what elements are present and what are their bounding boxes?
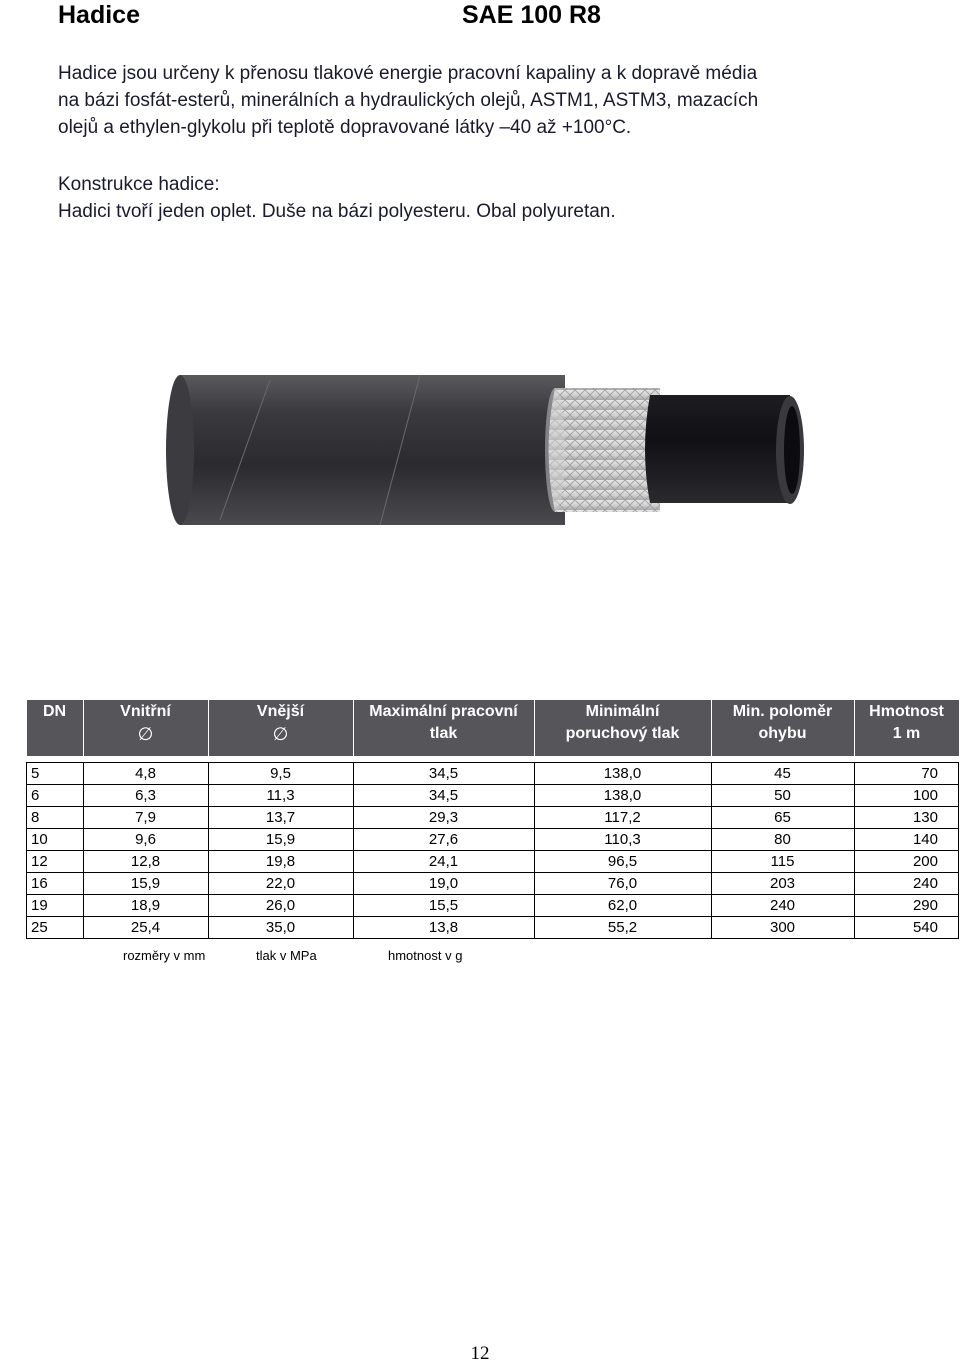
- table-header-row: [27, 700, 959, 756]
- cell-outer: 35,0: [208, 917, 353, 939]
- cell-inner: 18,9: [83, 895, 208, 917]
- cell-weight: 540: [854, 917, 959, 939]
- construction-heading: Konstrukce hadice:: [58, 174, 220, 195]
- cell-bend-radius: 50: [711, 785, 854, 807]
- page-number: 12: [470, 1343, 490, 1364]
- cell-dn: 8: [27, 807, 84, 829]
- table-row: [27, 785, 959, 807]
- intro-line: olejů a ethylen-glykolu při teplotě dopravované látky –40 až +100°C.: [58, 117, 632, 138]
- col-header-outer-diameter: Vnější ∅: [208, 700, 353, 756]
- table-row: [27, 829, 959, 851]
- table-row: [27, 873, 959, 895]
- cell-outer: 9,5: [208, 763, 353, 785]
- cell-weight: 70: [854, 763, 959, 785]
- cell-bend-radius: 115: [711, 851, 854, 873]
- cell-outer: 15,9: [208, 829, 353, 851]
- cell-bend-radius: 65: [711, 807, 854, 829]
- cell-burst-pressure: 96,5: [534, 851, 711, 873]
- col-header-max-working-pressure: Maximální pracovní tlak: [353, 700, 534, 756]
- cell-burst-pressure: 55,2: [534, 917, 711, 939]
- cell-weight: 200: [854, 851, 959, 873]
- hose-illustration: [150, 370, 810, 530]
- construction-text: Hadici tvoří jeden oplet. Duše na bázi polyesteru. Obal polyuretan.: [58, 201, 616, 222]
- cell-inner: 25,4: [83, 917, 208, 939]
- intro-line: Hadice jsou určeny k přenosu tlakové energie pracovní kapaliny a k dopravě média: [58, 63, 758, 84]
- cell-dn: 25: [27, 917, 84, 939]
- cell-burst-pressure: 117,2: [534, 807, 711, 829]
- cell-dn: 10: [27, 829, 84, 851]
- cell-inner: 7,9: [83, 807, 208, 829]
- table-row: [27, 807, 959, 829]
- cell-max-pressure: 13,8: [353, 917, 534, 939]
- cell-inner: 9,6: [83, 829, 208, 851]
- units-weight: hmotnost v g: [388, 948, 463, 963]
- units-dimensions: rozměry v mm: [123, 948, 206, 963]
- intro-line: na bázi fosfát-esterů, minerálních a hydraulických olejů, ASTM1, ASTM3, mazacích: [58, 90, 759, 111]
- cell-inner: 4,8: [83, 763, 208, 785]
- col-header-min-burst-pressure: Minimální poruchový tlak: [534, 700, 711, 756]
- col-header-inner-diameter: Vnitřní ∅: [83, 700, 208, 756]
- cell-max-pressure: 24,1: [353, 851, 534, 873]
- cell-max-pressure: 34,5: [353, 785, 534, 807]
- cell-bend-radius: 300: [711, 917, 854, 939]
- cell-outer: 19,8: [208, 851, 353, 873]
- cell-dn: 16: [27, 873, 84, 895]
- cell-weight: 130: [854, 807, 959, 829]
- cell-bend-radius: 240: [711, 895, 854, 917]
- cell-inner: 6,3: [83, 785, 208, 807]
- cell-dn: 12: [27, 851, 84, 873]
- cell-max-pressure: 15,5: [353, 895, 534, 917]
- cell-outer: 22,0: [208, 873, 353, 895]
- cell-dn: 6: [27, 785, 84, 807]
- cell-burst-pressure: 110,3: [534, 829, 711, 851]
- cell-burst-pressure: 138,0: [534, 763, 711, 785]
- cell-burst-pressure: 138,0: [534, 785, 711, 807]
- cell-dn: 19: [27, 895, 84, 917]
- specs-table: [26, 700, 959, 939]
- table-row: [27, 763, 959, 785]
- cell-weight: 100: [854, 785, 959, 807]
- table-row: [27, 917, 959, 939]
- cell-outer: 13,7: [208, 807, 353, 829]
- cell-outer: 26,0: [208, 895, 353, 917]
- col-header-min-bend-radius: Min. poloměr ohybu: [711, 700, 854, 756]
- page-title: Hadice: [58, 1, 140, 29]
- cell-dn: 5: [27, 763, 84, 785]
- cell-outer: 11,3: [208, 785, 353, 807]
- cell-bend-radius: 203: [711, 873, 854, 895]
- construction-section: [58, 171, 938, 225]
- cell-weight: 140: [854, 829, 959, 851]
- product-code: SAE 100 R8: [462, 1, 601, 29]
- units-pressure: tlak v MPa: [256, 948, 317, 963]
- cell-weight: 290: [854, 895, 959, 917]
- table-row: [27, 895, 959, 917]
- table-row: [27, 851, 959, 873]
- col-header-dn: DN: [27, 700, 84, 756]
- cell-burst-pressure: 62,0: [534, 895, 711, 917]
- col-header-weight: Hmotnost 1 m: [854, 700, 959, 756]
- intro-paragraph: [58, 60, 938, 141]
- cell-max-pressure: 19,0: [353, 873, 534, 895]
- cell-bend-radius: 45: [711, 763, 854, 785]
- cell-max-pressure: 34,5: [353, 763, 534, 785]
- cell-bend-radius: 80: [711, 829, 854, 851]
- cell-max-pressure: 27,6: [353, 829, 534, 851]
- cell-max-pressure: 29,3: [353, 807, 534, 829]
- cell-weight: 240: [854, 873, 959, 895]
- cell-inner: 15,9: [83, 873, 208, 895]
- cell-inner: 12,8: [83, 851, 208, 873]
- cell-burst-pressure: 76,0: [534, 873, 711, 895]
